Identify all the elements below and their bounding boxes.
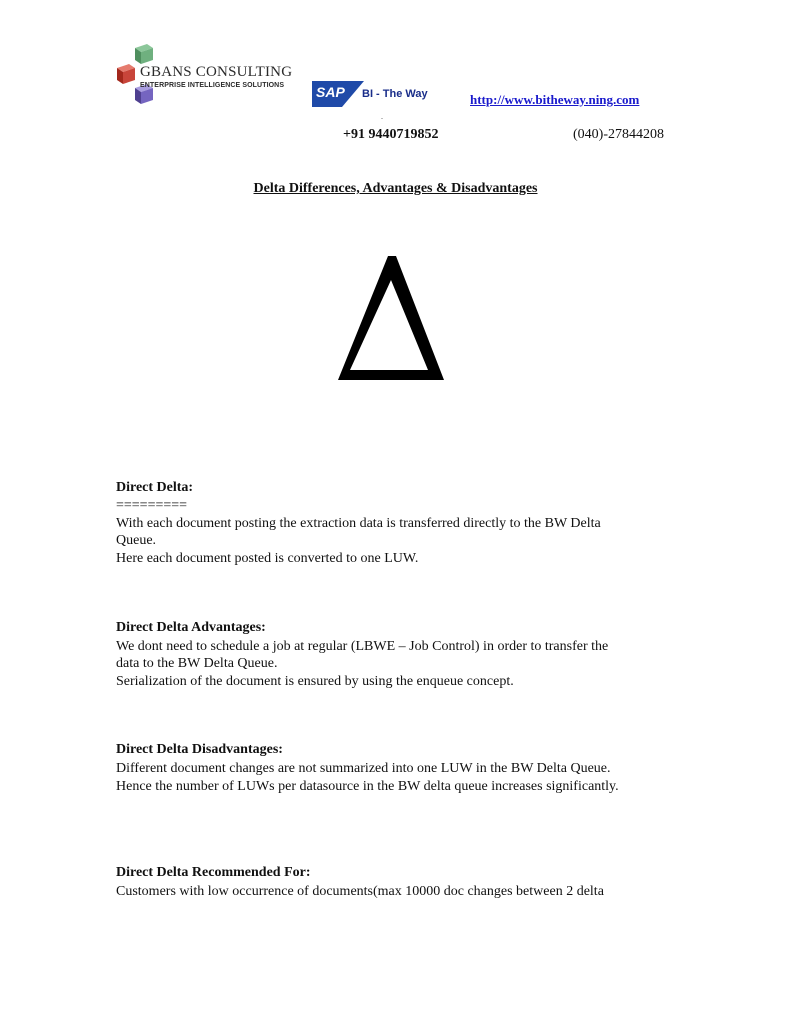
document-title: Delta Differences, Advantages & Disadvantages [253,181,538,196]
phone-landline: (040)-27844208 [573,127,664,142]
advantages-line: We dont need to schedule a job at regular (LBWE – Job Control) in order to transfer the [116,639,609,654]
delta-symbol-icon [336,254,446,382]
company-name: GBANS CONSULTING [140,64,293,80]
direct-delta-heading: Direct Delta: [116,480,194,495]
disadvantages-line: Hence the number of LUWs per datasource in the BW delta queue increases significantly. [116,779,619,794]
direct-delta-underline: ========= [116,498,188,513]
company-tagline: ENTERPRISE INTELLIGENCE SOLUTIONS [140,82,285,89]
sap-label: SAP [316,84,345,100]
advantages-line: Serialization of the document is ensured by using the enqueue concept. [116,674,514,689]
disadvantages-heading: Direct Delta Disadvantages: [116,742,283,757]
recommended-line: Customers with low occurrence of documents(max 10000 doc changes between 2 delta [116,884,604,899]
advantages-heading: Direct Delta Advantages: [116,620,266,635]
direct-delta-line: With each document posting the extraction data is transferred directly to the BW Delta [116,516,601,531]
disadvantages-line: Different document changes are not summarized into one LUW in the BW Delta Queue. [116,761,611,776]
website-link[interactable]: http://www.bitheway.ning.com [470,92,640,107]
phone-mobile: +91 9440719852 [343,127,439,142]
direct-delta-line: Queue. [116,533,157,548]
header-dot: . [381,112,383,121]
bi-the-way-label: BI - The Way [362,88,428,100]
advantages-line: data to the BW Delta Queue. [116,656,278,671]
direct-delta-line: Here each document posted is converted to one LUW. [116,551,419,566]
recommended-heading: Direct Delta Recommended For: [116,865,311,880]
